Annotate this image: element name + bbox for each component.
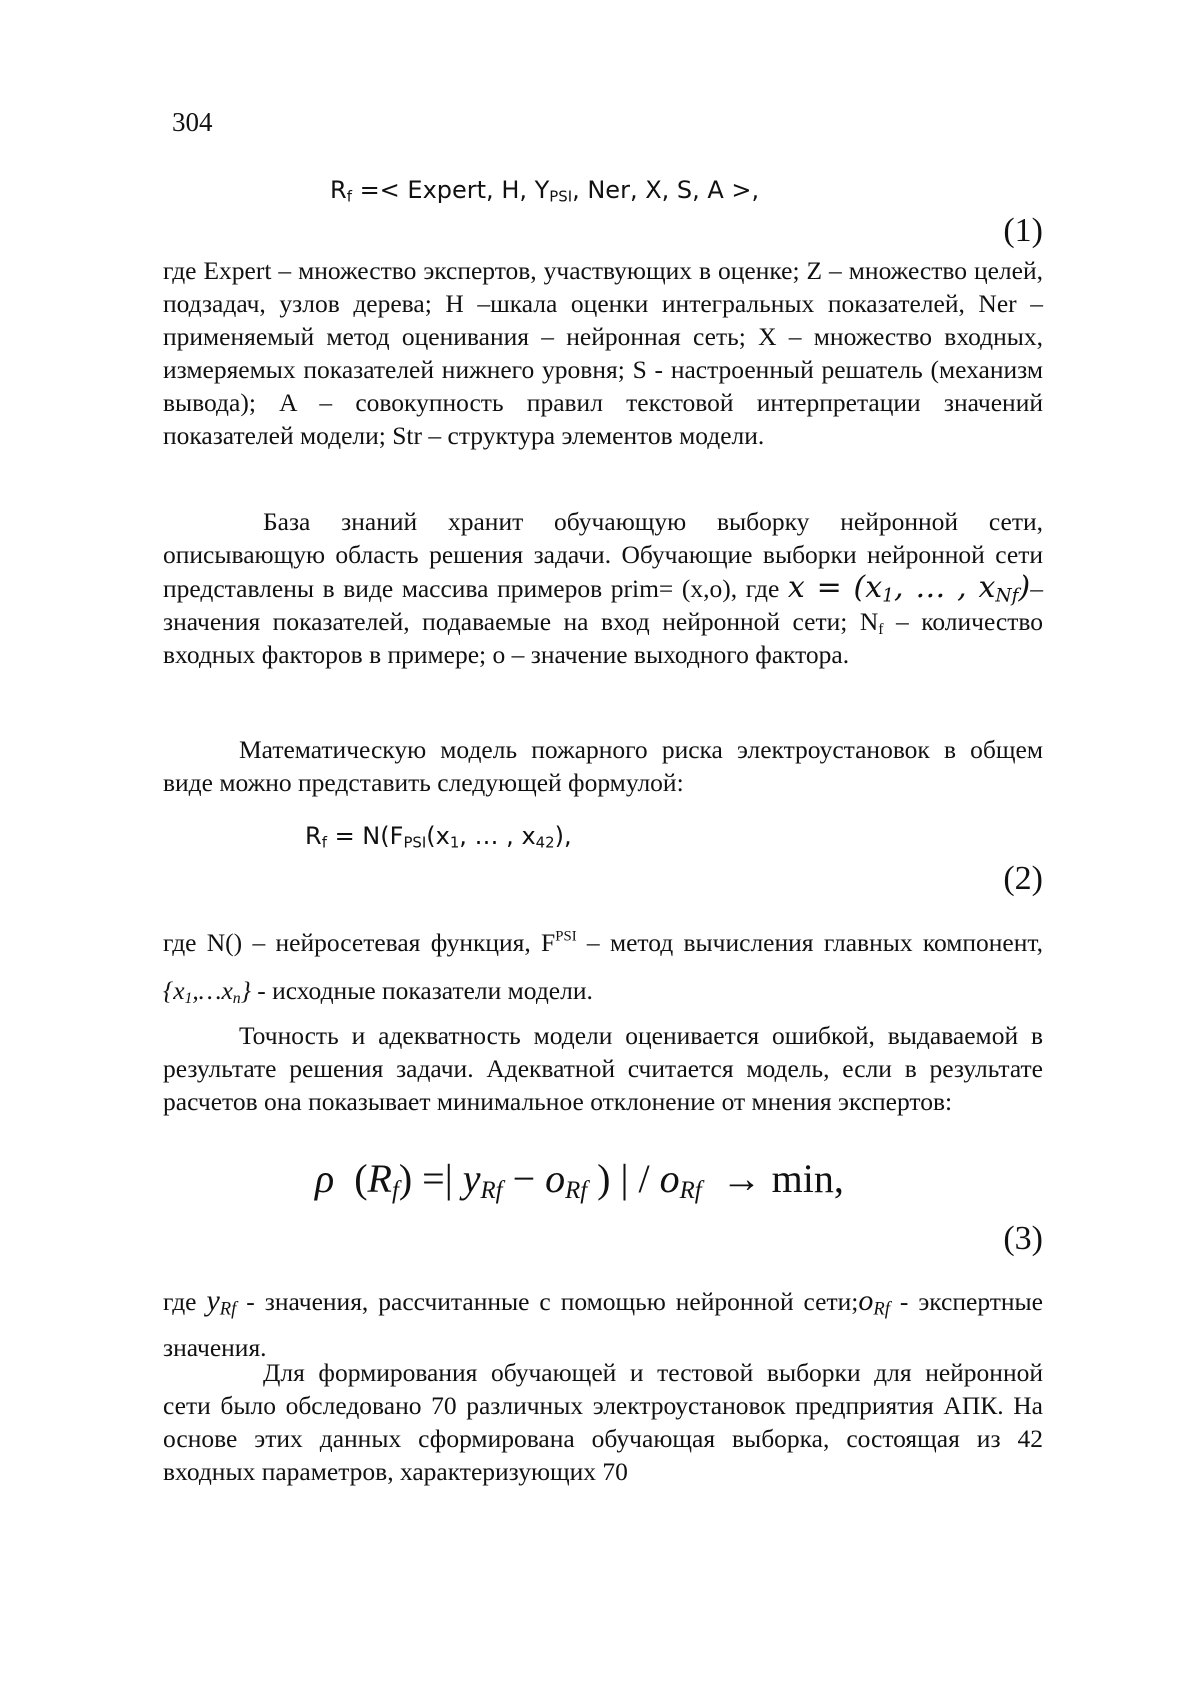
paragraph-5-block [163,1019,1043,1118]
paragraph-6-part-2: - значения, рассчитанные с помощью нейронной сети; [236,1287,859,1316]
paragraph-2-part-1: База знаний хранит обучающую выборку нейронной сети, описывающую область решения задачи. Обучающие выборки нейронной сети представлены в виде массива примеров prim= (x,o), где [163,507,1043,603]
paragraph-2-part-2: – значения показателей, подаваемые на вход нейронной сети; N [163,574,1043,636]
equation-number-3: (3) [1003,1220,1043,1257]
paragraph-4 [163,919,1043,1015]
y-rf-symbol: $y_{Rf}$ [206,1284,237,1320]
paragraph-4-part-1: где N() – нейросетевая функция, F [163,928,556,957]
equation-number-1: (1) [1003,212,1043,249]
nf-subscript: f [878,620,884,638]
paragraph-7-block [163,1356,1043,1488]
paragraph-7: Для формирования обучающей и тестовой выборки для нейронной сети было обследовано 70 различных электроустановок предприятия АПК. На основе этих данных сформирована обучающая выборка, состоящая из 42 входных параметров, характеризующих 70 [163,1358,1043,1486]
paragraph-3-block [163,733,1043,799]
formula-2: $R_f = N(F_{PSI}(x_1$, … , $x_{42}$), [305,822,572,852]
o-rf-symbol: $o_{Rf}$ [858,1284,890,1320]
paragraph-1: где Expert – множество экспертов, участвующих в оценке; Z – множество целей, подзадач, узлов дерева; H –шкала оценки интегральных показателей, Ner – применяемый метод оценивания – нейронная сеть; X – множество входных, измеряемых показателей нижнего уровня; S - настроенный решатель (механизм вывода); A – совокупность правил текстовой интерпретации значений показателей модели; Str – структура элементов модели. [163,256,1043,450]
paragraph-2 [163,505,1043,671]
formula-3: ρ $(R_f)$ =| $y_{Rf} - o_{Rf}$ ) | / $o_{Rf} \to \min$, [315,1156,844,1205]
paragraph-6-part-3: - экспертные значения. [163,1287,1043,1362]
formula-x-vector: $x = (x_1$, … , $x_{Nf}$) [787,570,1031,607]
formula-1: $R_f$ =< Expert, H, $Y_{PSI}$, Ner, X, S, A >, [330,176,760,206]
paragraph-2-block [163,505,1043,671]
page-number: 304 [172,107,213,137]
paragraph-4-part-3: - исходные показатели модели. [250,976,593,1005]
equation-number-2: (2) [1003,860,1043,897]
paragraph-6-part-1: где [163,1287,207,1316]
paragraph-4-block [163,919,1043,1015]
psi-superscript: PSI [555,928,577,945]
input-set: $\{x_1,\dots x_n\}$ [163,976,251,1007]
paragraph-1-block [163,254,1043,452]
paragraph-2-part-3: – количество входных факторов в примере; o – значение выходного фактора. [163,607,1043,669]
paragraph-5: Точность и адекватность модели оценивается ошибкой, выдаваемой в результате решения задачи. Адекватной считается модель, если в результате расчетов она показывает минимальное отклонение от мнения экспертов: [163,1021,1043,1116]
paragraph-3: Математическую модель пожарного риска электроустановок в общем виде можно представить следующей формулой: [163,735,1043,797]
paragraph-4-part-2: – метод вычисления главных компонент, [576,928,1043,957]
